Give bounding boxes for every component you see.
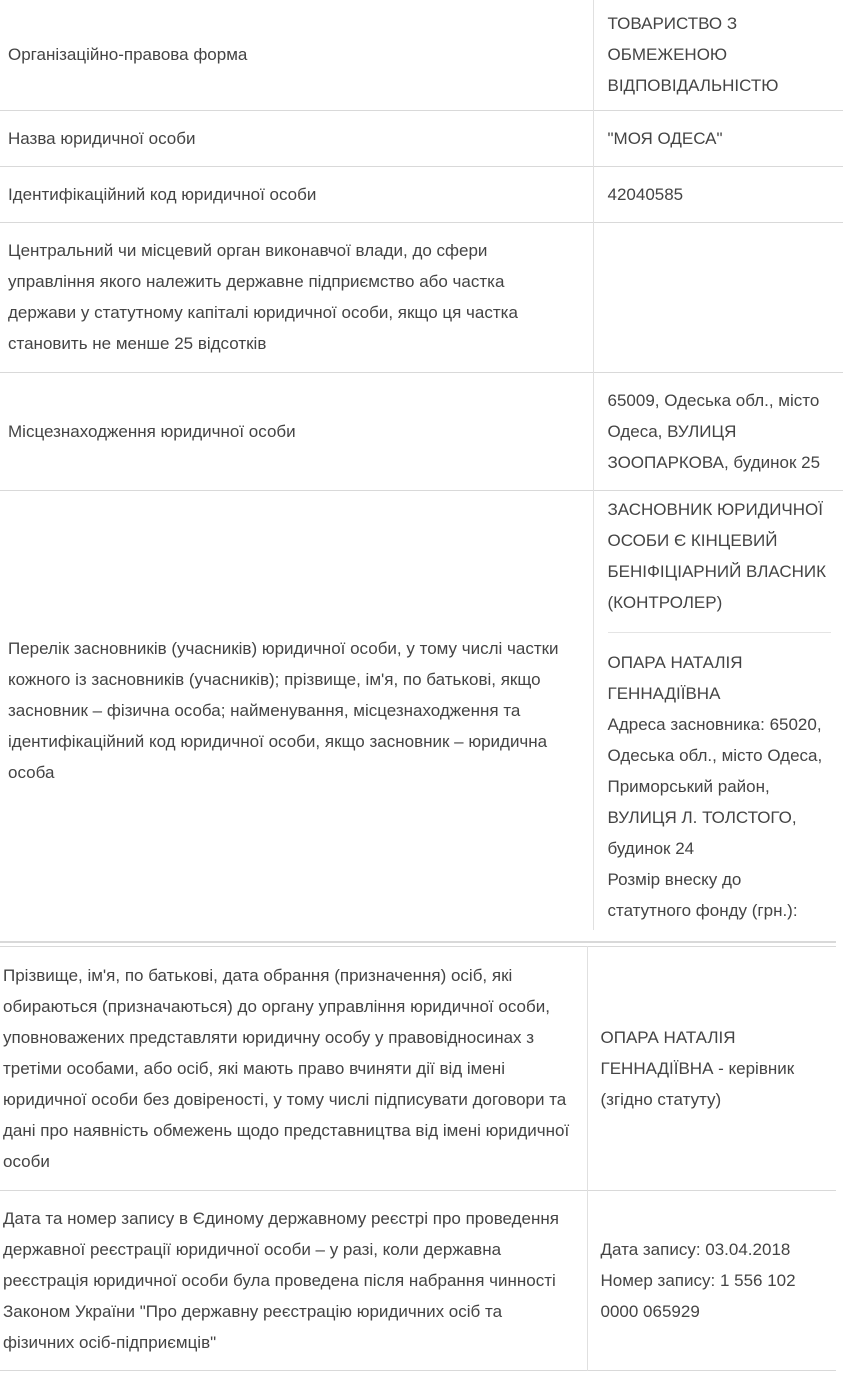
table-row <box>0 0 843 110</box>
section-divider <box>0 941 836 943</box>
row-label: Прізвище, ім'я, по батькові, дата обрання (призначення) осіб, які обираються (призначаються) до органу управління юридичної особи, уповноважених представляти юридичну особу у правовідносинах з третіми особами, або осіб, які мають право вчиняти дії від імені юридичної особи без довіреності, у тому числі підписувати договори та дані про наявність обмежень щодо представництва від імені юридичної особи <box>0 947 587 1191</box>
row-value: Дата запису: 03.04.2018 Номер запису: 1 556 102 0000 065929 <box>600 1240 796 1321</box>
table-row <box>0 372 843 490</box>
table-row <box>0 166 843 222</box>
founder-details: ОПАРА НАТАЛІЯ ГЕННАДІЇВНА Адреса засновника: 65020, Одеська обл., місто Одеса, Приморський район, ВУЛИЦЯ Л. ТОЛСТОГО, будинок 24 Розмір внеску до статутного фонду (грн.): <box>607 653 823 921</box>
table-row <box>0 947 836 1191</box>
row-value: 42040585 <box>607 184 684 204</box>
table-row <box>0 1191 836 1371</box>
divider <box>608 632 832 633</box>
row-label: Дата та номер запису в Єдиному державному реєстрі про проведення державної реєстрації юридичної особи – у разі, коли державна реєстрація юридичної особи була проведена після набрання чинності Законом України "Про державну реєстрацію юридичних осіб та фізичних осіб-підприємців" <box>0 1191 587 1371</box>
row-label: Назва юридичної особи <box>0 110 593 166</box>
row-value: ТОВАРИСТВО З ОБМЕЖЕНОЮ ВІДПОВІДАЛЬНІСТЮ <box>607 14 779 96</box>
row-value <box>593 222 843 372</box>
row-label: Перелік засновників (учасників) юридичної особи, у тому числі частки кожного із засновників (учасників); прізвище, ім'я, по батькові, якщо засновник – фізична особа; найменування, місцезнаходження та ідентифікаційний код юридичної особи, якщо засновник – юридична особа <box>0 490 593 930</box>
row-label: Центральний чи місцевий орган виконавчої влади, до сфери управління якого належить державне підприємство або частка держави у статутному капіталі юридичної особи, якщо ця частка становить не менше 25 відсотків <box>0 222 593 372</box>
table-row <box>0 490 843 930</box>
row-label: Організаційно-правова форма <box>0 0 593 110</box>
row-value: 65009, Одеська обл., місто Одеса, ВУЛИЦЯ ЗООПАРКОВА, будинок 25 <box>607 390 821 472</box>
row-label: Місцезнаходження юридичної особи <box>0 372 593 490</box>
table-row <box>0 222 843 372</box>
row-value <box>593 490 843 930</box>
registry-table-secondary <box>0 946 836 1371</box>
row-label: Ідентифікаційний код юридичної особи <box>0 166 593 222</box>
row-value: "МОЯ ОДЕСА" <box>607 128 723 148</box>
founder-beneficiary-note: ЗАСНОВНИК ЮРИДИЧНОЇ ОСОБИ Є КІНЦЕВИЙ БЕНІФІЦІАРНИЙ ВЛАСНИК (КОНТРОЛЕР) <box>607 500 827 613</box>
row-value: ОПАРА НАТАЛІЯ ГЕННАДІЇВНА - керівник (згідно статуту) <box>600 1028 795 1109</box>
table-row <box>0 110 843 166</box>
